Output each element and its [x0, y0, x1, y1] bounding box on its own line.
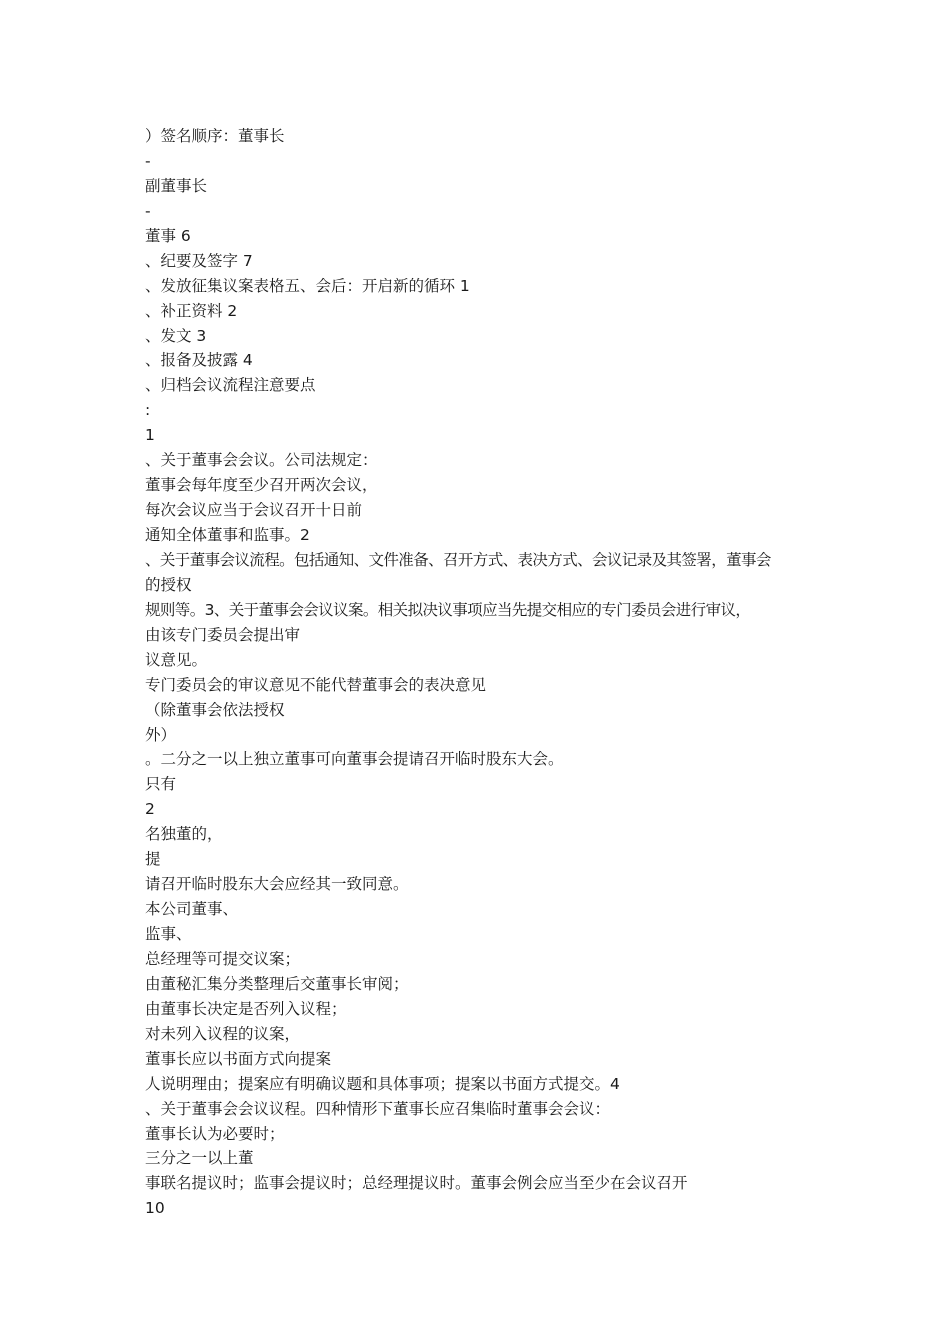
- text-line: 规则等。3、关于董事会会议议案。相关拟决议事项应当先提交相应的专门委员会进行审议，: [145, 600, 751, 619]
- text-line: 由董事长决定是否列入议程；: [145, 999, 347, 1018]
- text-line: ）签名顺序：董事长: [145, 127, 285, 145]
- text-line: 总经理等可提交议案；: [145, 949, 301, 968]
- text-line: :: [145, 401, 151, 420]
- text-line: 董事长应以书面方式向提案: [145, 1049, 332, 1068]
- text-line: 董事长认为必要时；: [145, 1124, 285, 1143]
- text-line: 、纪要及签字 7: [145, 251, 253, 270]
- text-line: 、发放征集议案表格五、会后：开启新的循环 1: [145, 276, 470, 295]
- text-line: （除董事会依法授权: [145, 700, 285, 719]
- text-line: 的授权: [145, 575, 192, 594]
- text-line: 人说明理由；提案应有明确议题和具体事项；提案以书面方式提交。4: [145, 1074, 620, 1093]
- text-line: 、关于董事会议流程。包括通知、文件准备、召开方式、表决方式、会议记录及其签署，董事会: [145, 550, 771, 569]
- text-line: -: [145, 201, 151, 220]
- text-line: 提: [145, 850, 161, 869]
- text-line: 董事会每年度至少召开两次会议，: [145, 476, 378, 495]
- text-line: 、关于董事会会议。公司法规定：: [145, 451, 378, 470]
- text-line: 请召开临时股东大会应经其一致同意。: [145, 875, 409, 894]
- text-line: 由该专门委员会提出审: [145, 625, 301, 644]
- text-line: 、发文 3: [145, 326, 207, 345]
- document-body: [145, 124, 825, 1221]
- text-line: 10: [145, 1199, 165, 1218]
- text-line: 本公司董事、: [145, 900, 239, 919]
- text-line: 。二分之一以上独立董事可向董事会提请召开临时股东大会。: [145, 750, 564, 769]
- text-line: 议意见。: [145, 650, 208, 669]
- text-line: -: [145, 151, 151, 170]
- text-line: 专门委员会的审议意见不能代替董事会的表决意见: [145, 675, 487, 694]
- text-line: 1: [145, 426, 155, 445]
- text-line: 2: [145, 800, 155, 819]
- text-line: 、补正资料 2: [145, 301, 238, 320]
- text-line: 外）: [145, 725, 177, 744]
- text-line: 只有: [145, 775, 177, 794]
- text-line: 、归档会议流程注意要点: [145, 376, 316, 395]
- text-line: 董事 6: [145, 226, 191, 245]
- text-line: 监事、: [145, 925, 192, 943]
- text-line: 事联名提议时；监事会提议时；总经理提议时。董事会例会应当至少在会议召开: [145, 1174, 688, 1193]
- text-line: 通知全体董事和监事。2: [145, 526, 310, 544]
- text-line: 对未列入议程的议案，: [145, 1024, 301, 1043]
- text-line: 、报备及披露 4: [145, 351, 253, 370]
- text-line: 由董秘汇集分类整理后交董事长审阅；: [145, 974, 409, 993]
- text-line: 名独董的，: [145, 825, 223, 844]
- text-line: 、关于董事会会议议程。四种情形下董事长应召集临时董事会会议：: [145, 1099, 611, 1118]
- text-line: 三分之一以上董: [145, 1149, 254, 1168]
- text-line: 副董事长: [145, 176, 208, 195]
- text-line: 每次会议应当于会议召开十日前: [145, 501, 363, 520]
